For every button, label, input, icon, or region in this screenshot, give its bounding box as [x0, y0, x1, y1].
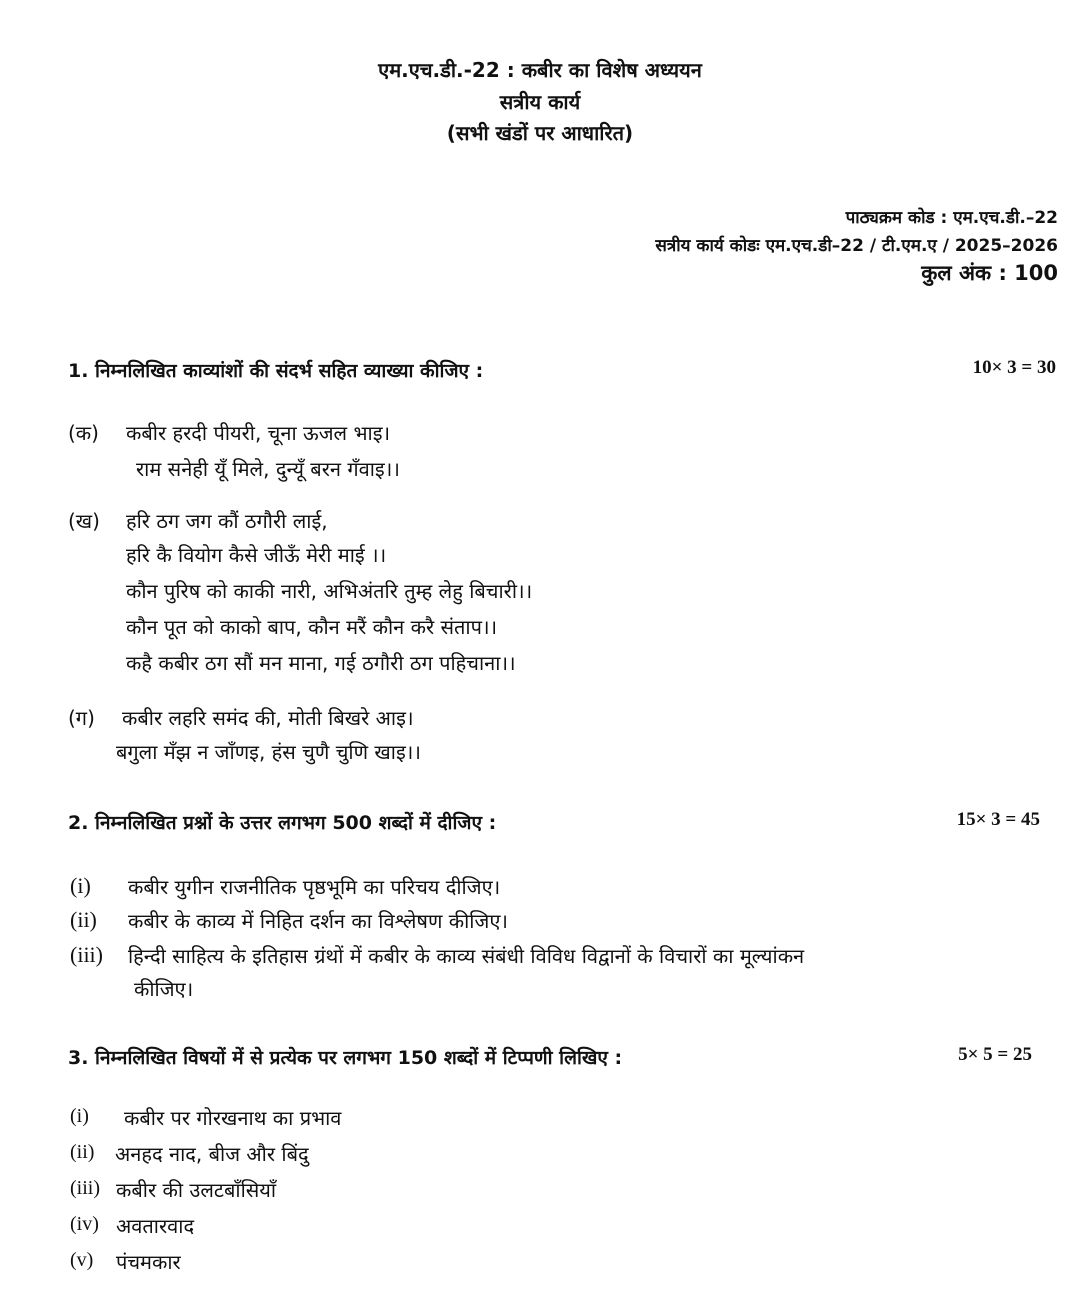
topic-text: अनहद नाद, बीज और बिंदु	[115, 1142, 309, 1166]
answer-text-continued: कीजिए।	[134, 977, 194, 1001]
question-3-heading: 3. निम्नलिखित विषयों में से प्रत्येक पर लगभग 150 शब्दों में टिप्पणी लिखिए :	[68, 1047, 623, 1069]
verse-line: हरि ठग जग कौं ठगौरी लाई,	[126, 509, 328, 533]
verse-line: राम सनेही यूँ मिले, दुन्यूँ बरन गँवाइ।।	[136, 457, 400, 481]
answer-number: (iii)	[70, 942, 103, 967]
verse-line: कहै कबीर ठग सौं मन माना, गई ठगौरी ठग पहिचाना।।	[126, 651, 516, 675]
document-title	[0, 56, 1080, 83]
total-marks: कुल अंक : 100	[921, 261, 1058, 285]
question-1-heading: 1. निम्नलिखित काव्यांशों की संदर्भ सहित व्याख्या कीजिए :	[68, 360, 484, 382]
document-subtitle: सत्रीय कार्य	[499, 90, 581, 114]
verse-tag-ka: (क)	[68, 421, 99, 445]
course-code-title: एम.एच.डी.-22	[378, 58, 500, 82]
topic-number: (i)	[70, 1105, 89, 1127]
answer-text: कबीर युगीन राजनीतिक पृष्ठभूमि का परिचय दीजिए।	[128, 875, 501, 899]
question-2-heading: 2. निम्नलिखित प्रश्नों के उत्तर लगभग 500 शब्दों में दीजिए :	[68, 812, 497, 834]
topic-number: (iii)	[70, 1177, 100, 1199]
question-3-marks: 5× 5 = 25	[958, 1044, 1032, 1065]
verse-line: कबीर लहरि समंद की, मोती बिखरे आइ।	[122, 706, 414, 730]
document-basis: (सभी खंडों पर आधारित)	[446, 121, 634, 145]
verse-line: कौन पुरिष को काकी नारी, अभिअंतरि तुम्ह लेहु बिचारी।।	[126, 579, 533, 603]
topic-text: पंचमकार	[116, 1250, 181, 1274]
topic-text: कबीर की उलटबाँसियाँ	[116, 1178, 277, 1202]
title-separator: :	[499, 58, 522, 82]
topic-text: कबीर पर गोरखनाथ का प्रभाव	[124, 1106, 342, 1130]
course-code: पाठ्यक्रम कोड : एम.एच.डी.–22	[845, 208, 1058, 228]
answer-number: (ii)	[70, 907, 97, 932]
answer-number: (i)	[70, 873, 91, 898]
verse-tag-ga: (ग)	[68, 706, 95, 730]
topic-number: (ii)	[70, 1141, 95, 1163]
verse-line: कबीर हरदी पीयरी, चूना ऊजल भाइ।	[126, 421, 391, 445]
question-2-marks: 15× 3 = 45	[956, 809, 1040, 830]
verse-tag-kha: (ख)	[68, 509, 100, 533]
verse-line: बगुला मँझ न जाँणइ, हंस चुणै चुणि खाइ।।	[116, 740, 421, 764]
question-1-marks: 10× 3 = 30	[972, 357, 1056, 378]
topic-text: अवतारवाद	[116, 1214, 195, 1238]
answer-text: कबीर के काव्य में निहित दर्शन का विश्लेषण कीजिए।	[128, 909, 508, 933]
verse-line: हरि कै वियोग कैसे जीऊँ मेरी माई ।।	[126, 543, 387, 567]
assignment-code: सत्रीय कार्य कोडः एम.एच.डी–22 / टी.एम.ए / 2025–2026	[655, 236, 1058, 256]
topic-number: (iv)	[70, 1213, 99, 1235]
verse-line: कौन पूत को काको बाप, कौन मरैं कौन करै संताप।।	[126, 615, 498, 639]
answer-text: हिन्दी साहित्य के इतिहास ग्रंथों में कबीर के काव्य संबंधी विविध विद्वानों के विचारों का मूल्यांकन	[128, 944, 805, 968]
topic-number: (v)	[70, 1249, 94, 1271]
course-name-title: कबीर का विशेष अध्ययन	[521, 58, 702, 82]
